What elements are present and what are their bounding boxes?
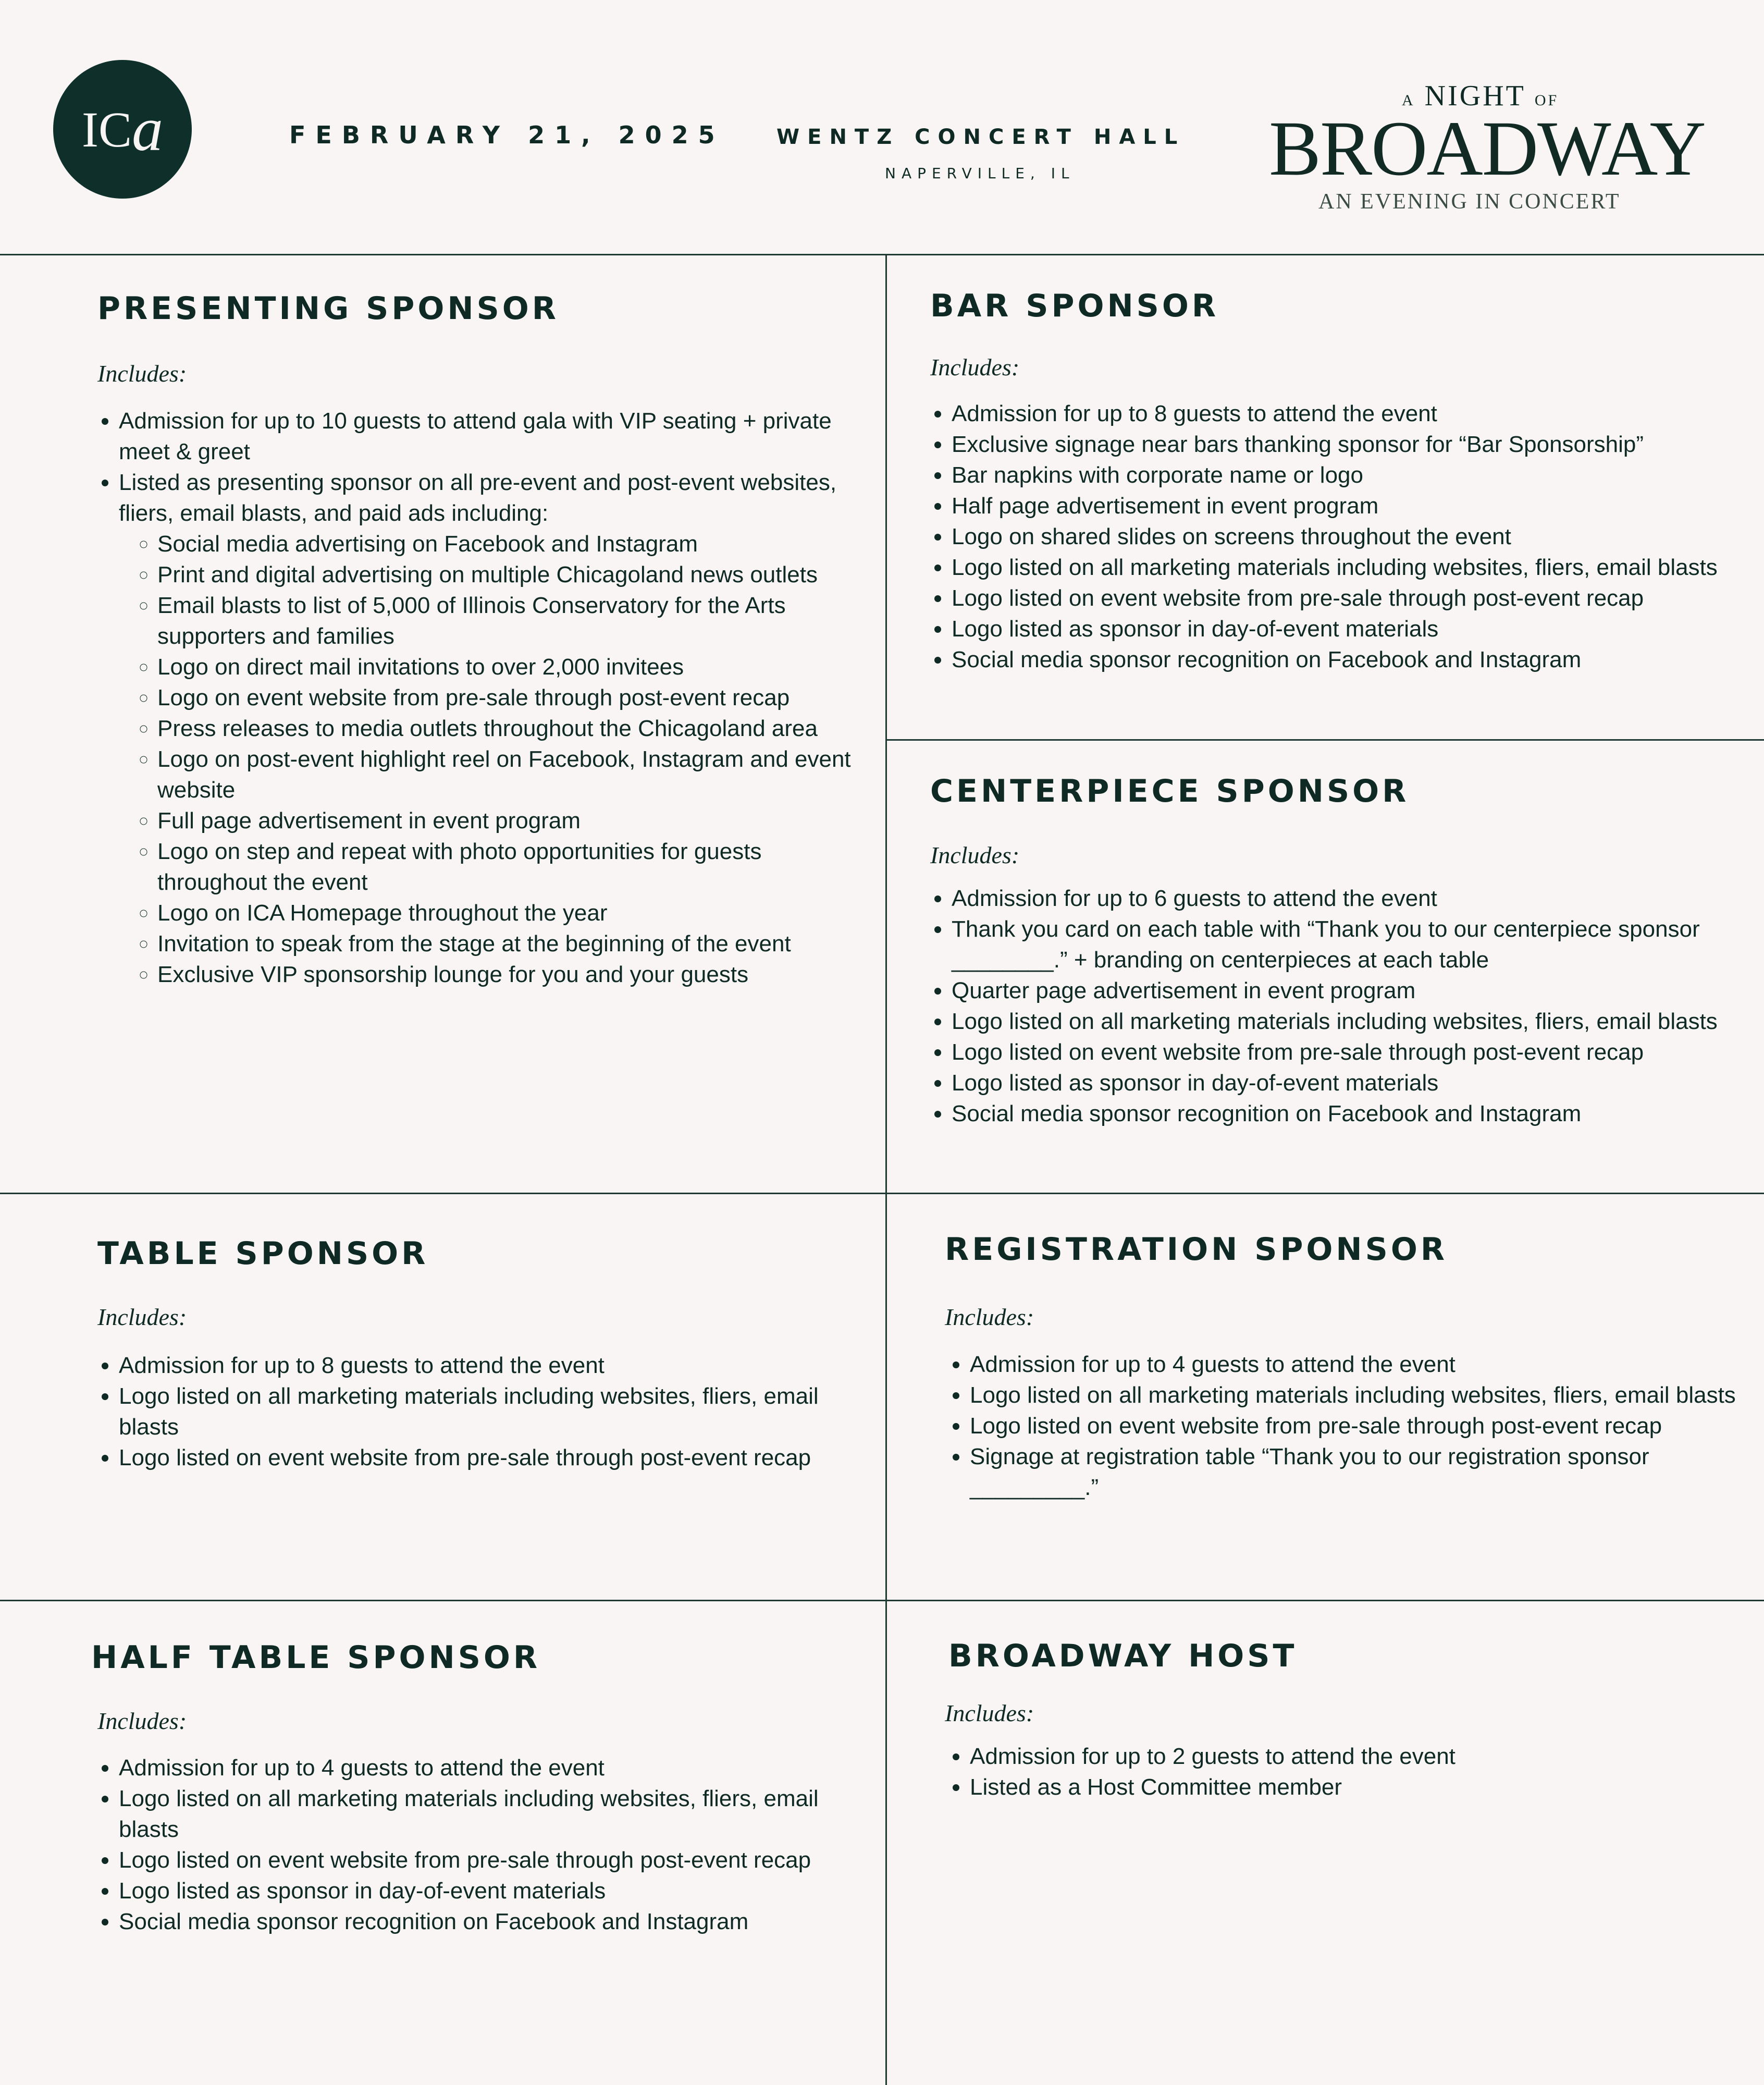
registration-sponsor-list [945,1349,1751,1503]
list-item: • Admission for up to 4 guests to attend the event [970,1349,1751,1380]
table-sponsor-title: TABLE SPONSOR [97,1235,429,1272]
list-item: • Admission for up to 2 guests to attend the event [970,1741,1751,1772]
list-item: • Logo listed on all marketing materials including websites, fliers, email blasts [970,1380,1751,1411]
table-sponsor-list [94,1350,874,1473]
presenting-sponsor-includes-label: Includes: [97,360,187,387]
event-city: NAPERVILLE, IL [885,165,1075,182]
list-item: • Logo listed on event website from pre-sale through post-event recap [970,1411,1751,1441]
list-item: • Social media sponsor recognition on Facebook and Instagram [119,1906,874,1937]
list-item: • Logo listed as sponsor in day-of-event materials [119,1875,874,1906]
list-item: • Logo listed as sponsor in day-of-event materials [952,1068,1744,1098]
divider-row-3 [0,1600,1764,1601]
list-item: • Logo listed as sponsor in day-of-event materials [952,614,1744,644]
presenting-sponsor-sublist [119,529,874,990]
centerpiece-sponsor-list [927,883,1744,1129]
list-item: • Logo listed on event website from pre-sale through post-event recap [119,1845,874,1875]
sub-list-item: ◦ Logo on event website from pre-sale through post-event recap [157,682,874,713]
sub-list-item: ◦ Logo on step and repeat with photo opportunities for guests throughout the event [157,836,874,898]
sub-list-item: ◦ Exclusive VIP sponsorship lounge for you and your guests [157,959,874,990]
list-item: • Admission for up to 4 guests to attend the event [119,1752,874,1783]
sub-list-item: ◦ Logo on ICA Homepage throughout the year [157,898,874,928]
half-table-sponsor-includes-label: Includes: [97,1708,187,1734]
sub-list-item: ◦ Invitation to speak from the stage at the beginning of the event [157,928,874,959]
list-item: • Logo listed on all marketing materials including websites, fliers, email blasts [119,1783,874,1845]
divider-bar-centerpiece [885,739,1764,741]
sub-list-item: ◦ Social media advertising on Facebook and Instagram [157,529,874,559]
eyebrow-night: NIGHT [1424,80,1525,112]
presenting-sponsor-title: PRESENTING SPONSOR [97,290,560,327]
list-item-text: Listed as presenting sponsor on all pre-event and post-event websites, fliers, email blasts, and paid ads including: [119,470,837,526]
bar-sponsor-list [927,398,1744,675]
show-title: BROADWAY [1269,105,1705,192]
list-item: • Social media sponsor recognition on Facebook and Instagram [952,1098,1744,1129]
ica-logo [53,60,192,199]
table-sponsor-includes-label: Includes: [97,1304,187,1330]
list-item: • Listed as a Host Committee member [970,1772,1751,1802]
list-item: • Logo listed on all marketing materials including websites, fliers, email blasts [952,1006,1744,1037]
sub-list-item: ◦ Email blasts to list of 5,000 of Illinois Conservatory for the Arts supporters and families [157,590,874,652]
list-item: • Bar napkins with corporate name or logo [952,460,1744,490]
list-item: • Signage at registration table “Thank you to our registration sponsor _________.” [970,1441,1751,1503]
list-item: • Social media sponsor recognition on Facebook and Instagram [952,644,1744,675]
list-item: • Exclusive signage near bars thanking sponsor for “Bar Sponsorship” [952,429,1744,460]
sub-list-item: ◦ Logo on direct mail invitations to over 2,000 invitees [157,652,874,682]
registration-sponsor-title: REGISTRATION SPONSOR [945,1231,1448,1268]
sub-list-item: ◦ Print and digital advertising on multiple Chicagoland news outlets [157,559,874,590]
logo-text: IC [82,101,132,157]
broadway-host-title: BROADWAY HOST [948,1638,1298,1674]
list-item: • Quarter page advertisement in event program [952,975,1744,1006]
show-tagline: AN EVENING IN CONCERT [1318,190,1621,214]
list-item: • Thank you card on each table with “Thank you to our centerpiece sponsor ________.” + branding on centerpieces at each table [952,914,1744,975]
list-item: • Admission for up to 8 guests to attend the event [952,398,1744,429]
list-item: • Logo on shared slides on screens throughout the event [952,521,1744,552]
list-item: • Admission for up to 8 guests to attend the event [119,1350,874,1381]
list-item: • Admission for up to 6 guests to attend the event [952,883,1744,914]
list-item: • Logo listed on all marketing materials including websites, fliers, email blasts [119,1381,874,1442]
logo-text-italic: a [132,94,163,164]
bar-sponsor-includes-label: Includes: [930,354,1020,381]
presenting-sponsor-list [94,406,874,990]
broadway-host-includes-label: Includes: [945,1700,1034,1726]
eyebrow-a: A [1402,92,1415,109]
list-item: • Admission for up to 10 guests to attend gala with VIP seating + private meet & greet [119,406,874,467]
event-venue: WENTZ CONCERT HALL [776,125,1186,149]
divider-row-2 [0,1193,1764,1194]
event-date: FEBRUARY 21, 2025 [289,121,725,149]
divider-center [885,254,887,2085]
header [0,0,1764,254]
bar-sponsor-title: BAR SPONSOR [930,288,1219,324]
list-item [119,467,874,990]
list-item: • Logo listed on all marketing materials including websites, fliers, email blasts [952,552,1744,583]
list-item: • Logo listed on event website from pre-sale through post-event recap [119,1442,874,1473]
sub-list-item: ◦ Logo on post-event highlight reel on Facebook, Instagram and event website [157,744,874,805]
list-item: • Logo listed on event website from pre-sale through post-event recap [952,583,1744,614]
broadway-host-list [945,1741,1751,1802]
list-item: • Half page advertisement in event program [952,490,1744,521]
sub-list-item: ◦ Press releases to media outlets throughout the Chicagoland area [157,713,874,744]
half-table-sponsor-title: HALF TABLE SPONSOR [91,1639,541,1676]
sub-list-item: ◦ Full page advertisement in event program [157,805,874,836]
centerpiece-sponsor-includes-label: Includes: [930,842,1020,868]
eyebrow-of: OF [1534,92,1559,109]
list-item: • Logo listed on event website from pre-sale through post-event recap [952,1037,1744,1068]
registration-sponsor-includes-label: Includes: [945,1304,1034,1330]
half-table-sponsor-list [94,1752,874,1937]
centerpiece-sponsor-title: CENTERPIECE SPONSOR [930,773,1410,810]
divider-header [0,254,1764,255]
